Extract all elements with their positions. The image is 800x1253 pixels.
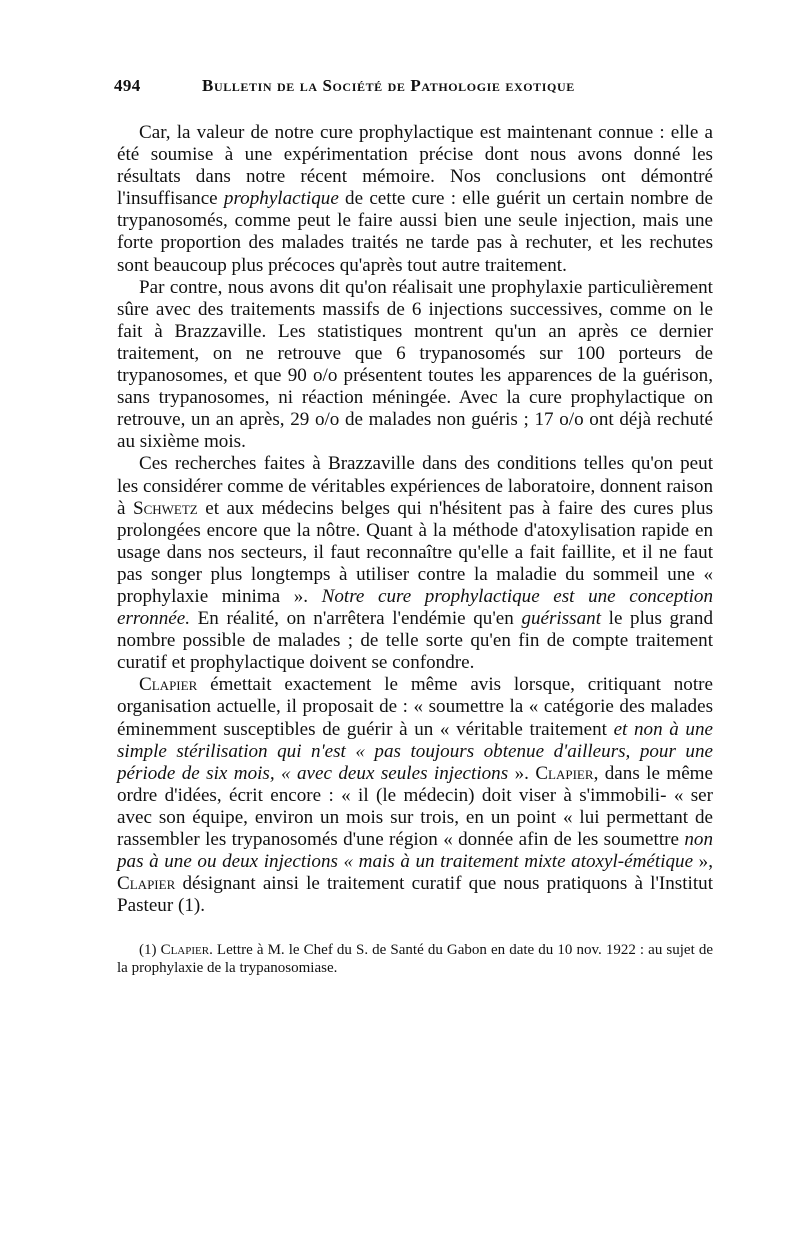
emphasis: guérissant [521, 608, 602, 630]
emphasis: prophylactique [223, 188, 339, 210]
emphasis: non pas à une ou deux injections « mais à un traitement mixte atoxyl-émétique [117, 829, 713, 873]
journal-title: Bulletin de la Société de Pathologie exotique [202, 76, 575, 95]
author-name: Clapier [535, 762, 594, 784]
footnotes [117, 941, 713, 977]
author-name: Clapier [160, 942, 210, 959]
footnote-marker: (1) [139, 942, 161, 959]
paragraph-3: Ces recherches faites à Brazzaville dans des conditions telles qu'on peut les considérer comme de véritables expériences de laboratoire, donnent raison à Schwetz et aux médecins belges qui n'hésitent pas à faire des cures plus prolongées encore que la nôtre. Quant à la méthode d'atoxylisation rapide en usage dans nos secteurs, il faut reconnaître qu'elle a fait faillite, et il ne faut pas songer plus longtemps à utiliser contre la maladie du sommeil une « prophylaxie minima ». Notre cure prophylactique est une conception erronnée. En réalité, on n'arrêtera l'endémie qu'en guérissant le plus grand nombre possible de malades ; de telle sorte qu'en fin de compte traitement curatif et prophylactique doivent se confondre. [117, 453, 713, 674]
page-number: 494 [114, 76, 141, 95]
emphasis: Notre cure prophylactique est une conception erronnée. [117, 585, 713, 630]
running-header [114, 76, 713, 100]
emphasis: et non à une simple stérilisation qui n'est « pas toujours obtenue d'ailleurs, pour une période de six mois, « avec deux seules injections [117, 718, 713, 784]
paragraph-1: Car, la valeur de notre cure prophylactique est maintenant connue : elle a été soumise à une expérimentation précise dont nous avons donné les résultats dans notre récent mémoire. Nos conclusions ont démontré l'insuffisance prophylactique de cette cure : elle guérit un certain nombre de trypanosomés, comme peut le faire aussi bien une seule injection, mais une forte proportion des malades traités ne tarde pas à rechuter, et les rechutes sont beaucoup plus précoces qu'après tout autre traitement. [117, 122, 713, 276]
author-name: Clapier [139, 674, 198, 696]
body-text [117, 122, 713, 917]
page [114, 76, 714, 977]
footnote-1: (1) Clapier. Lettre à M. le Chef du S. de Santé du Gabon en date du 10 nov. 1922 : au sujet de la prophylaxie de la trypanosomiase. [117, 942, 713, 977]
paragraph-4: Clapier émettait exactement le même avis lorsque, critiquant notre organisation actuelle, il proposait de : « soumettre la « catégorie des malades éminemment susceptibles de guérir à un « véritable traitement et non à une simple stérilisation qui n'est « pas toujours obtenue d'ailleurs, pour une période de six mois, « avec deux seules injections ». Clapier, dans le même ordre d'idées, écrit encore : « il (le médecin) doit viser à s'immobili- « ser avec son équipe, environ un mois sur trois, en un point « lui permettant de rassembler les trypanosomés d'une région « donnée afin de les soumettre non pas à une ou deux injections « mais à un traitement mixte atoxyl-émétique », Clapier désignant ainsi le traitement curatif que nous pratiquons à l'Institut Pasteur (1). [117, 674, 714, 917]
paragraph-2: Par contre, nous avons dit qu'on réalisait une prophylaxie particulièrement sûre avec des traitements massifs de 6 injections successives, comme on le fait à Brazzaville. Les statistiques montrent qu'un an après ce dernier traitement, on ne retrouve que 6 trypanosomés sur 100 porteurs de trypanosomes, et que 90 o/o présentent toutes les apparences de la guérison, sans trypanosomes, ni réaction méningée. Avec la cure prophylactique on retrouve, un an après, 29 o/o de malades non guéris ; 17 o/o ont déjà rechuté au sixième mois. [117, 276, 713, 453]
author-name: Schwetz [132, 497, 198, 519]
author-name: Clapier [117, 873, 176, 895]
